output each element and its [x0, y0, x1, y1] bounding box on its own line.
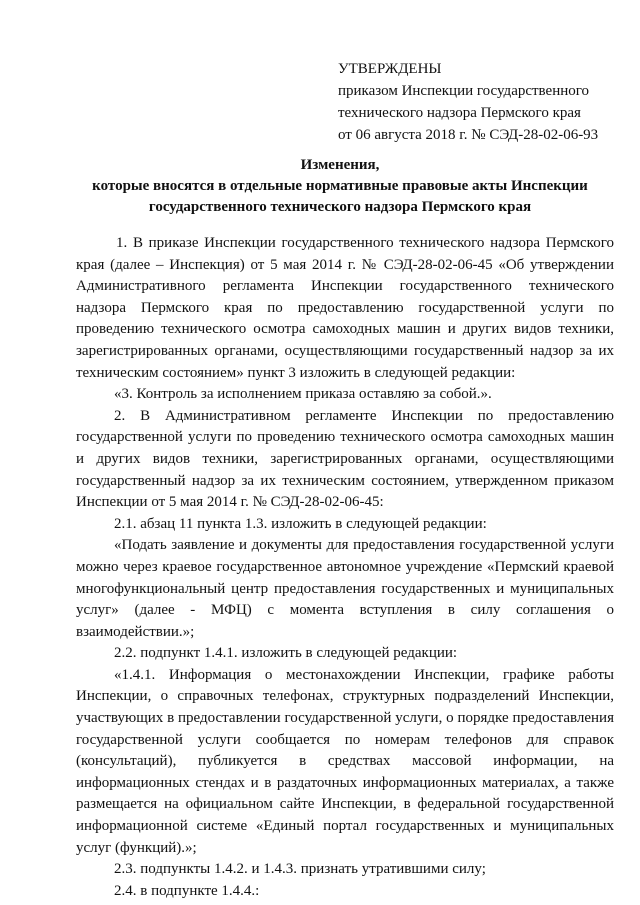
paragraph: 2.2. подпункт 1.4.1. изложить в следующей редакции: — [114, 645, 458, 662]
paragraph: 1. В приказе Инспекции государственного технического надзора Пермского края (далее – Инспекция) от 5 мая 2014 г. № СЭД-28-02-06-45 «Об утверждении Административного регламента Инспекции государственного технического надзора Пермского края по предоставлению государственной услуги по проведению технического осмотра самоходных машин и других видов техники, зарегистрированных органами, осуществляющими государственный надзор за их техническим состоянием» пункт 3 изложить в следующей редакции: — [76, 235, 614, 381]
title-line: которые вносятся в отдельные нормативные правовые акты Инспекции — [92, 178, 588, 194]
paragraph: «3. Контроль за исполнением приказа оставляю за собой.». — [114, 386, 492, 403]
paragraph: 2.1. абзац 11 пункта 1.3. изложить в следующей редакции: — [114, 515, 487, 532]
paragraph: 2.4. в подпункте 1.4.4.: — [114, 882, 260, 899]
paragraph: 2.3. подпункты 1.4.2. и 1.4.3. признать утратившими силу; — [114, 861, 486, 878]
paragraph: «Подать заявление и документы для предоставления государственной услуги можно через краевое государственное автономное учреждение «Пермский краевой многофункциональный центр предоставления государственных и муниципальных услуг» (далее - МФЦ) с момента вступления в силу соглашения о взаимодействии.»; — [76, 537, 614, 640]
paragraph: 2. В Административном регламенте Инспекции по предоставлению государственной услуги по проведению технического осмотра самоходных машин и других видов техники, зарегистрированных органами, осуществляющими государственный надзор за их техническим состоянием, утвержденном приказом Инспекции от 5 мая 2014 г. № СЭД-28-02-06-45: — [76, 407, 614, 511]
approval-line: технического надзора Пермского края — [338, 105, 581, 121]
approval-heading: УТВЕРЖДЕНЫ — [338, 61, 442, 77]
title-line: Изменения, — [300, 157, 380, 173]
title-line: государственного технического надзора Пермского края — [148, 199, 532, 215]
approval-line: приказом Инспекции государственного — [338, 83, 590, 99]
approval-line: от 06 августа 2018 г. № СЭД-28-02-06-93 — [338, 127, 599, 143]
paragraph: «1.4.1. Информация о местонахождении Инспекции, графике работы Инспекции, о справочных телефонах, структурных подразделений Инспекции, участвующих в предоставлении государственной услуги, о порядке предоставления государственной услуги сообщается по номерам телефонов для справок (консультаций), публикуется в средствах массовой информации, на информационных стендах и в раздаточных информационных материалах, а также размещается на официальном сайте Инспекции, в федеральной государственной информационной системе «Единый портал государственных и муниципальных услуг (функций).»; — [76, 666, 614, 856]
approval-block — [338, 58, 620, 146]
document-body — [76, 233, 614, 902]
document-title — [60, 155, 620, 218]
